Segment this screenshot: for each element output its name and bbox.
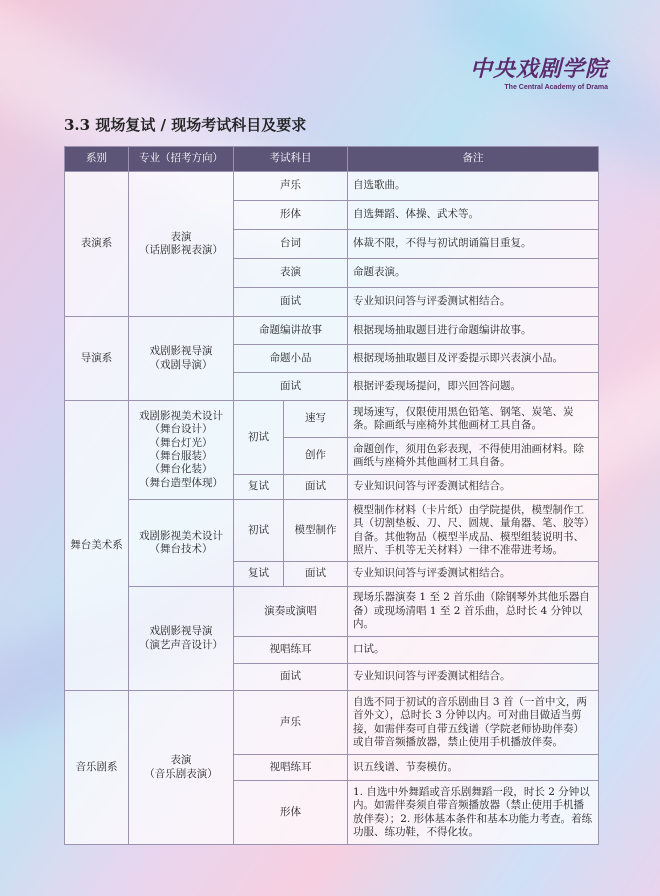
academy-logo: [470, 52, 608, 91]
logo-name-en: The Central Academy of Drama: [504, 84, 608, 91]
major-cell: [129, 317, 234, 401]
major-line: 戏剧影视导演: [149, 625, 213, 638]
note-cell: 根据现场抽取题目及评委提示即兴表演小品。: [348, 345, 599, 373]
major-line: （舞台服装）: [149, 450, 213, 462]
header-dept: 系别: [65, 147, 129, 172]
dept-cell: 音乐剧系: [65, 691, 129, 845]
subject-cell: 命题编讲故事: [234, 317, 348, 345]
stage-label-cell: 复试: [234, 475, 284, 500]
subject-cell: 声乐: [234, 691, 348, 755]
major-cell: [129, 500, 234, 587]
subject-cell: 形体: [234, 201, 348, 230]
header-subject: 考试科目: [234, 147, 348, 172]
note-cell: 模型制作材料（卡片纸）由学院提供，模型制作工具（切割垫板、刀、尺、圆规、量角器、笔、胶等）自备。其他物品（模型半成品、模型组装说明书、照片、手机等无关材料）一律不准带进考场。: [348, 500, 599, 562]
stage-label-cell: 初试: [234, 401, 284, 475]
note-cell: 命题创作，须用色彩表现，不得使用油画材料。除画纸与座椅外其他画材工具自备。: [348, 438, 599, 475]
note-cell: 根据现场抽取题目进行命题编讲故事。: [348, 317, 599, 345]
note-cell: 根据评委现场提问，即兴回答问题。: [348, 373, 599, 401]
subject-cell: 台词: [234, 230, 348, 259]
note-cell: 自选舞蹈、体操、武术等。: [348, 201, 599, 230]
stage-label-cell: 初试: [234, 500, 284, 562]
major-line: （舞台造型体现）: [139, 476, 223, 489]
major-line: 戏剧影视导演: [149, 345, 213, 358]
major-line: 戏剧影视美术设计: [139, 529, 223, 542]
note-cell: 1. 自选中外舞蹈或音乐剧舞蹈一段，时长 2 分钟以内。如需伴奏须自带音频播放器（禁止使用手机播放伴奏）；2. 形体基本条件和基本功能力考查。着练功服、练功鞋，不得化妆。: [348, 781, 599, 845]
subject-cell: 面试: [234, 373, 348, 401]
stage-label-cell: 复试: [234, 562, 284, 587]
note-cell: 自选歌曲。: [348, 172, 599, 201]
subject-cell: 视唱练耳: [234, 637, 348, 664]
note-cell: 自选不同于初试的音乐剧曲目 3 首（一首中文，两首外文），总时长 3 分钟以内。可对曲目做适当剪接，如需伴奏可自带五线谱（学院老师协助伴奏）或自带音频播放器，禁止使用手机播放伴奏。: [348, 691, 599, 755]
subject-cell: 面试: [284, 475, 348, 500]
major-line: （戏剧导演）: [149, 358, 213, 371]
note-cell: 命题表演。: [348, 259, 599, 288]
note-cell: 专业知识问答与评委测试相结合。: [348, 664, 599, 691]
subject-cell: 速写: [284, 401, 348, 438]
major-cell: [129, 401, 234, 500]
subject-cell: 视唱练耳: [234, 755, 348, 781]
note-cell: 专业知识问答与评委测试相结合。: [348, 475, 599, 500]
major-line: （话剧影视表演）: [139, 244, 223, 256]
major-line: 表演: [170, 754, 192, 767]
table-row: [65, 172, 599, 201]
note-cell: 口试。: [348, 637, 599, 664]
table-row: [65, 500, 599, 562]
dept-cell: 表演系: [65, 172, 129, 317]
exam-requirements-table: [64, 146, 599, 845]
subject-cell: 面试: [234, 664, 348, 691]
section-heading: 3.3 现场复试 / 现场考试科目及要求: [64, 116, 307, 134]
subject-cell: 命题小品: [234, 345, 348, 373]
note-cell: 体裁不限，不得与初试朗诵篇目重复。: [348, 230, 599, 259]
major-cell: [129, 587, 234, 691]
note-cell: 专业知识问答与评委测试相结合。: [348, 562, 599, 587]
subject-cell: 面试: [284, 562, 348, 587]
major-line: （舞台灯光）: [149, 436, 213, 449]
major-cell: [129, 691, 234, 845]
major-line: （舞台化装）: [149, 463, 213, 476]
header-major: 专业（招考方向）: [129, 147, 234, 172]
dept-cell: 舞台美术系: [65, 401, 129, 691]
table-row: [65, 401, 599, 438]
table-header-row: [65, 147, 599, 172]
subject-cell: 模型制作: [284, 500, 348, 562]
note-cell: 现场乐器演奏 1 至 2 首乐曲（除钢琴外其他乐器自备）或现场清唱 1 至 2 首乐曲，总时长 4 分钟以内。: [348, 587, 599, 637]
subject-cell: 演奏或演唱: [234, 587, 348, 637]
subject-cell: 面试: [234, 288, 348, 317]
major-line: （演艺声音设计）: [139, 638, 223, 651]
major-line: 戏剧影视美术设计: [139, 409, 223, 422]
major-line: 表演: [170, 230, 192, 243]
subject-cell: 声乐: [234, 172, 348, 201]
major-cell: [129, 172, 234, 317]
dept-cell: 导演系: [65, 317, 129, 401]
table-row: [65, 317, 599, 345]
subject-cell: 创作: [284, 438, 348, 475]
header-note: 备注: [348, 147, 599, 172]
logo-name-cn: 中央戏剧学院: [469, 56, 608, 82]
note-cell: 识五线谱、节奏模仿。: [348, 755, 599, 781]
major-line: （舞台技术）: [149, 543, 213, 555]
subject-cell: 形体: [234, 781, 348, 845]
note-cell: 现场速写，仅限使用黑色铅笔、钢笔、炭笔、炭条。除画纸与座椅外其他画材工具自备。: [348, 401, 599, 438]
table-row: [65, 587, 599, 637]
subject-cell: 表演: [234, 259, 348, 288]
major-line: （舞台设计）: [149, 423, 213, 436]
table-row: [65, 691, 599, 755]
major-line: （音乐剧表演）: [144, 767, 218, 780]
note-cell: 专业知识问答与评委测试相结合。: [348, 288, 599, 317]
